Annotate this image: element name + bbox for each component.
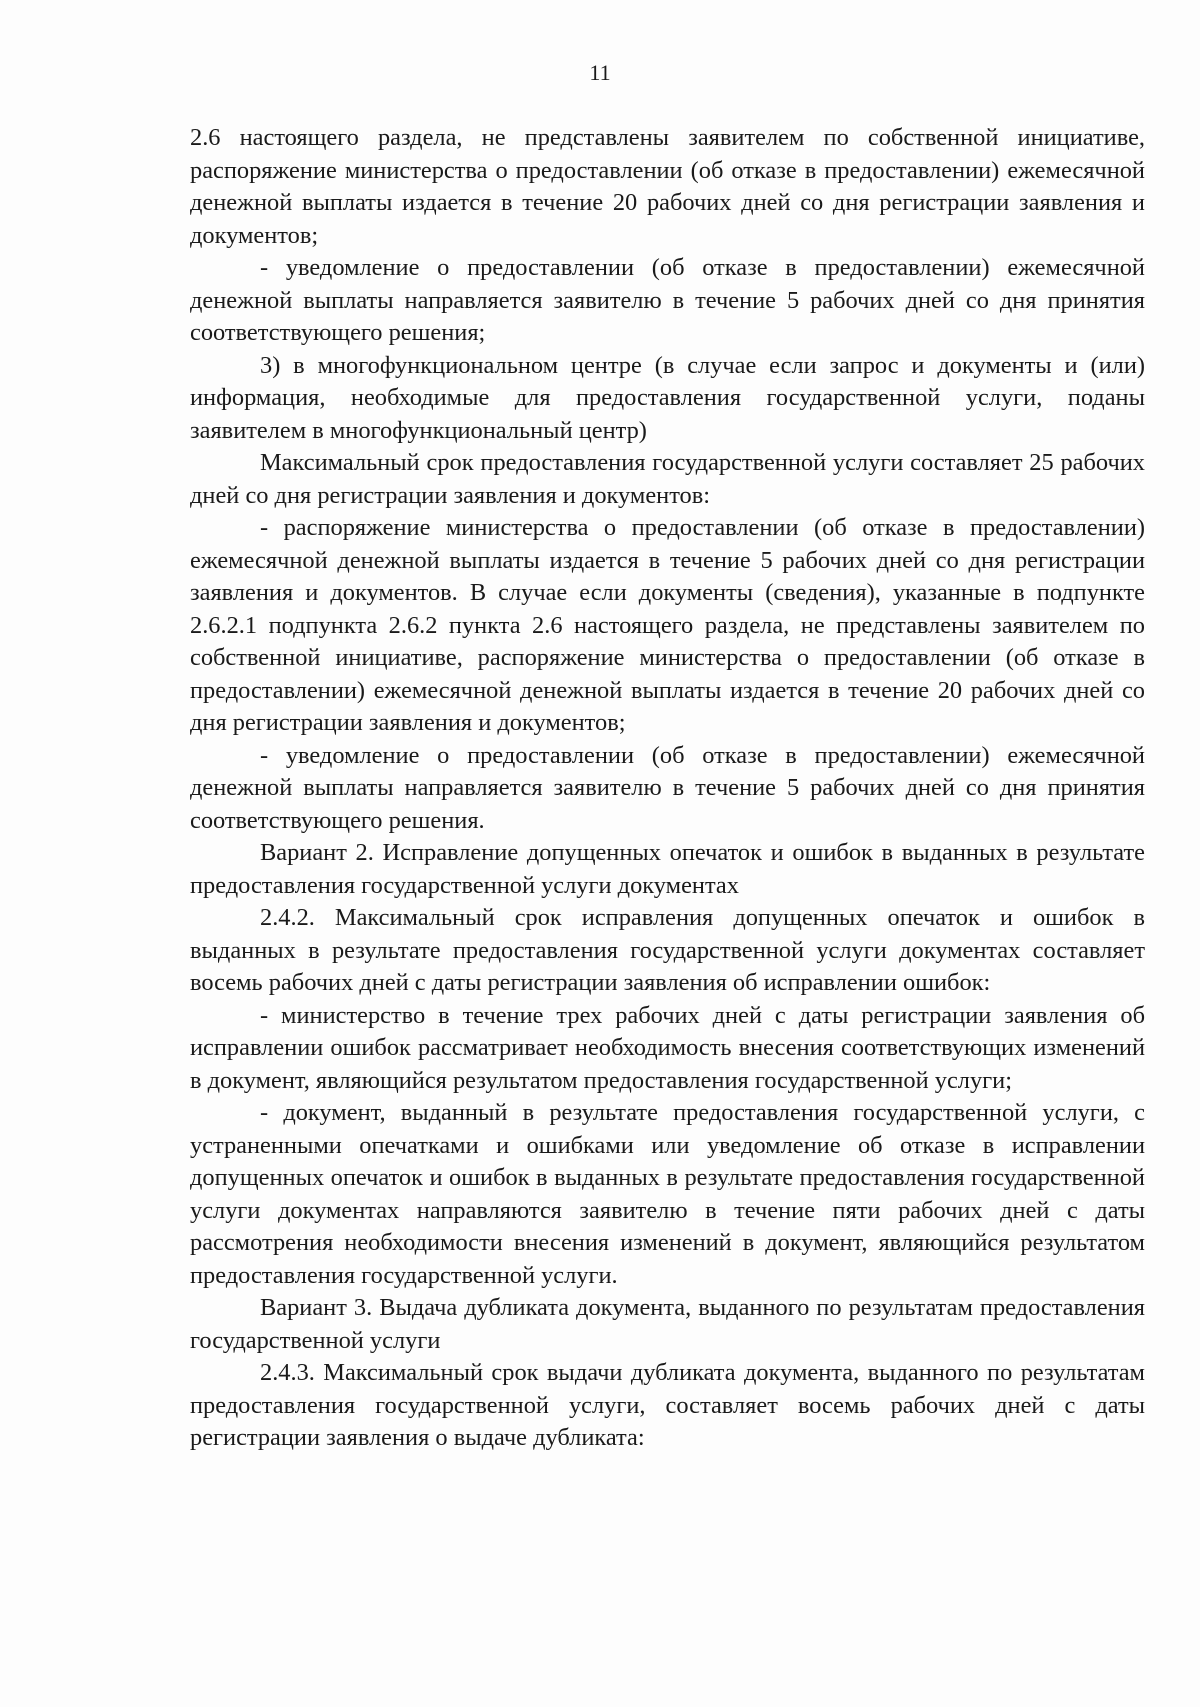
paragraph-order: - распоряжение министерства о предоставлении (об отказе в предоставлении) ежемесячной денежной выплаты издается в течение 5 рабочих дней со дня регистрации заявления и документов. В случае если документы (сведения), указанные в подпункте 2.6.2.1 подпункта 2.6.2 пункта 2.6 настоящего раздела, не представлены заявителем по собственной инициативе, распоряжение министерства о предоставлении (об отказе в предоставлении) ежемесячной денежной выплаты издается в течение 20 рабочих дней со дня регистрации заявления и документов; (190, 514, 1145, 736)
document-body (190, 122, 1145, 1455)
paragraph-notification-2: - уведомление о предоставлении (об отказе в предоставлении) ежемесячной денежной выплаты направляется заявителю в течение 5 рабочих дней со дня принятия соответствующего решения. (190, 741, 1145, 834)
paragraph-notification: - уведомление о предоставлении (об отказе в предоставлении) ежемесячной денежной выплаты направляется заявителю в течение 5 рабочих дней со дня принятия соответствующего решения; (190, 254, 1145, 346)
paragraph-2-4-2: 2.4.2. Максимальный срок исправления допущенных опечаток и ошибок в выданных в результате предоставления государственной услуги документах составляет восемь рабочих дней с даты регистрации заявления об исправлении ошибок: (190, 904, 1145, 996)
paragraph-ministry-review: - министерство в течение трех рабочих дней с даты регистрации заявления об исправлении ошибок рассматривает необходимость внесения соответствующих изменений в документ, являющийся результатом предоставления государственной услуги; (190, 1001, 1145, 1094)
paragraph-variant-2: Вариант 2. Исправление допущенных опечаток и ошибок в выданных в результате предоставления государственной услуги документах (190, 839, 1145, 899)
paragraph-corrected-document: - документ, выданный в результате предоставления государственной услуги, с устраненными опечатками и ошибками или уведомление об отказе в исправлении допущенных опечаток и ошибок в выданных в результате предоставления государственной услуги документах направляются заявителю в течение пяти рабочих дней с даты рассмотрения необходимости внесения изменений в документ, являющийся результатом предоставления государственной услуги. (190, 1099, 1145, 1289)
paragraph-continuation: 2.6 настоящего раздела, не представлены заявителем по собственной инициативе, распоряжение министерства о предоставлении (об отказе в предоставлении) ежемесячной денежной выплаты издается в течение 20 рабочих дней со дня регистрации заявления и документов; (190, 124, 1145, 249)
paragraph-variant-3: Вариант 3. Выдача дубликата документа, выданного по результатам предоставления государственной услуги (190, 1294, 1145, 1354)
paragraph-2-4-3: 2.4.3. Максимальный срок выдачи дубликата документа, выданного по результатам предоставления государственной услуги, составляет восемь рабочих дней с даты регистрации заявления о выдаче дубликата: (190, 1359, 1145, 1451)
paragraph-mfc: 3) в многофункциональном центре (в случае если запрос и документы и (или) информация, необходимые для предоставления государственной услуги, поданы заявителем в многофункциональный центр) (190, 351, 1145, 444)
paragraph-max-term: Максимальный срок предоставления государственной услуги составляет 25 рабочих дней со дня регистрации заявления и документов: (190, 449, 1145, 509)
page-number: 11 (589, 60, 611, 85)
